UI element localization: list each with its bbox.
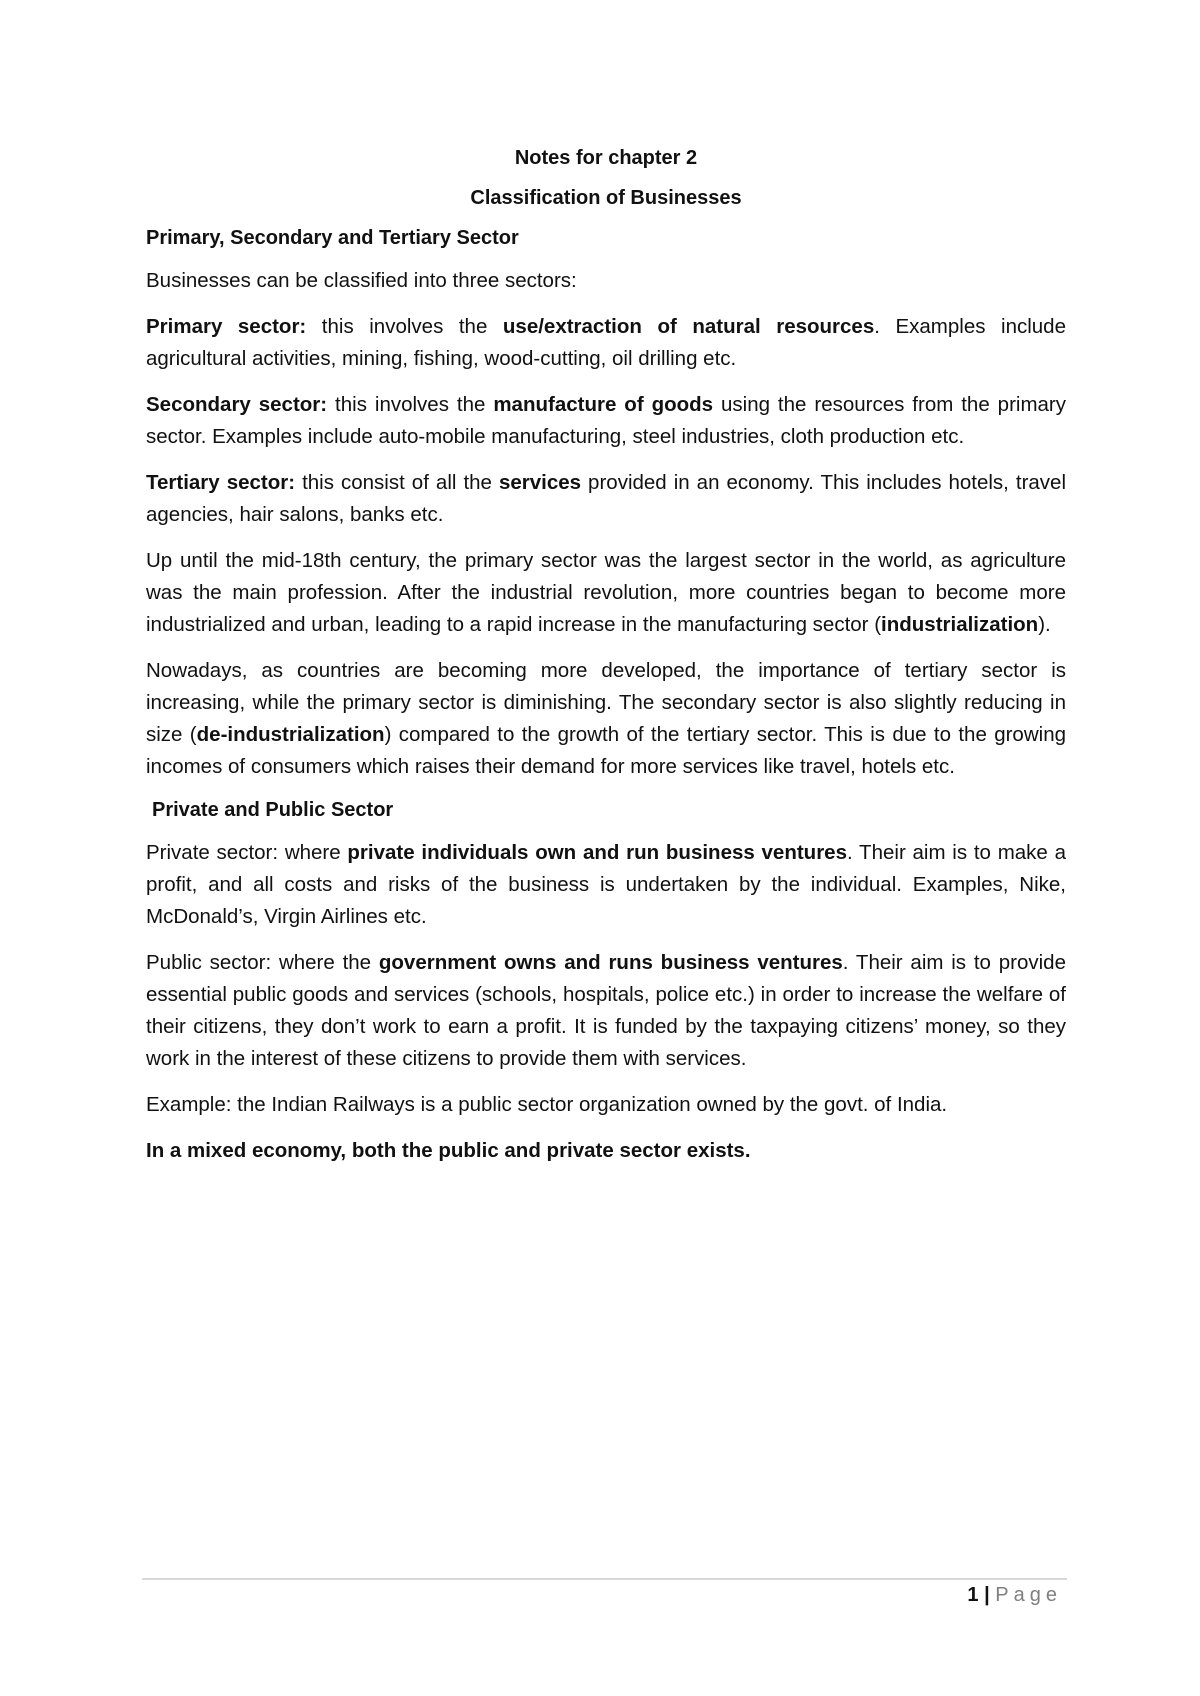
- example-paragraph: Example: the Indian Railways is a public sector organization owned by the govt. of India.: [146, 1093, 948, 1116]
- page-number: 1: [967, 1584, 979, 1606]
- primary-sector-paragraph: Primary sector: this involves the use/extraction of natural resources. Examples include agricultural activities, mining, fishing, wood-cutting, oil drilling etc.: [146, 315, 1066, 370]
- footer-separator: |: [984, 1584, 990, 1606]
- secondary-sector-paragraph: Secondary sector: this involves the manufacture of goods using the resources from the primary sector. Examples include auto-mobile manufacturing, steel industries, cloth production etc.: [146, 393, 1067, 448]
- public-sector-paragraph: Public sector: where the government owns and runs business ventures. Their aim is to provide essential public goods and services (schools, hospitals, police etc.) in order to increase the welfare of their citizens, they don’t work to earn a profit. It is funded by the taxpaying citizens’ money, so they work in the interest of these citizens to provide them with services.: [146, 951, 1066, 1070]
- nowadays-paragraph: Nowadays, as countries are becoming more developed, the importance of tertiary sector is increasing, while the primary sector is diminishing. The secondary sector is also slightly reducing in size (de-industrialization) compared to the growth of the tertiary sector. This is due to the growing incomes of consumers which raises their demand for more services like travel, hotels etc.: [146, 659, 1066, 778]
- private-sector-paragraph: Private sector: where private individuals own and run business ventures. Their aim is to make a profit, and all costs and risks of the business is undertaken by the individual. Examples, Nike, McDonald’s, Virgin Airlines etc.: [146, 841, 1066, 928]
- document-title: Notes for chapter 2: [514, 147, 698, 169]
- page-footer: [967, 1582, 1062, 1608]
- tertiary-sector-paragraph: Tertiary sector: this consist of all the services provided in an economy. This includes hotels, travel agencies, hair salons, banks etc.: [146, 471, 1067, 526]
- primary-sector-label: Primary sector:: [146, 315, 307, 338]
- page-word: Page: [995, 1584, 1062, 1606]
- document-body: [146, 145, 1066, 1181]
- mixed-economy-paragraph: In a mixed economy, both the public and private sector exists.: [146, 1139, 751, 1162]
- history-paragraph: Up until the mid-18th century, the primary sector was the largest sector in the world, as agriculture was the main profession. After the industrial revolution, more countries began to become more industrialized and urban, leading to a rapid increase in the manufacturing sector (industrialization).: [146, 549, 1066, 636]
- footer-divider: [142, 1578, 1067, 1580]
- secondary-sector-label: Secondary sector:: [146, 393, 328, 416]
- tertiary-sector-label: Tertiary sector:: [146, 471, 296, 494]
- section-heading-private-public: Private and Public Sector: [152, 799, 394, 821]
- document-subtitle: Classification of Businesses: [470, 187, 742, 209]
- intro-paragraph: Businesses can be classified into three sectors:: [146, 269, 577, 292]
- section-heading-sectors: Primary, Secondary and Tertiary Sector: [146, 227, 519, 249]
